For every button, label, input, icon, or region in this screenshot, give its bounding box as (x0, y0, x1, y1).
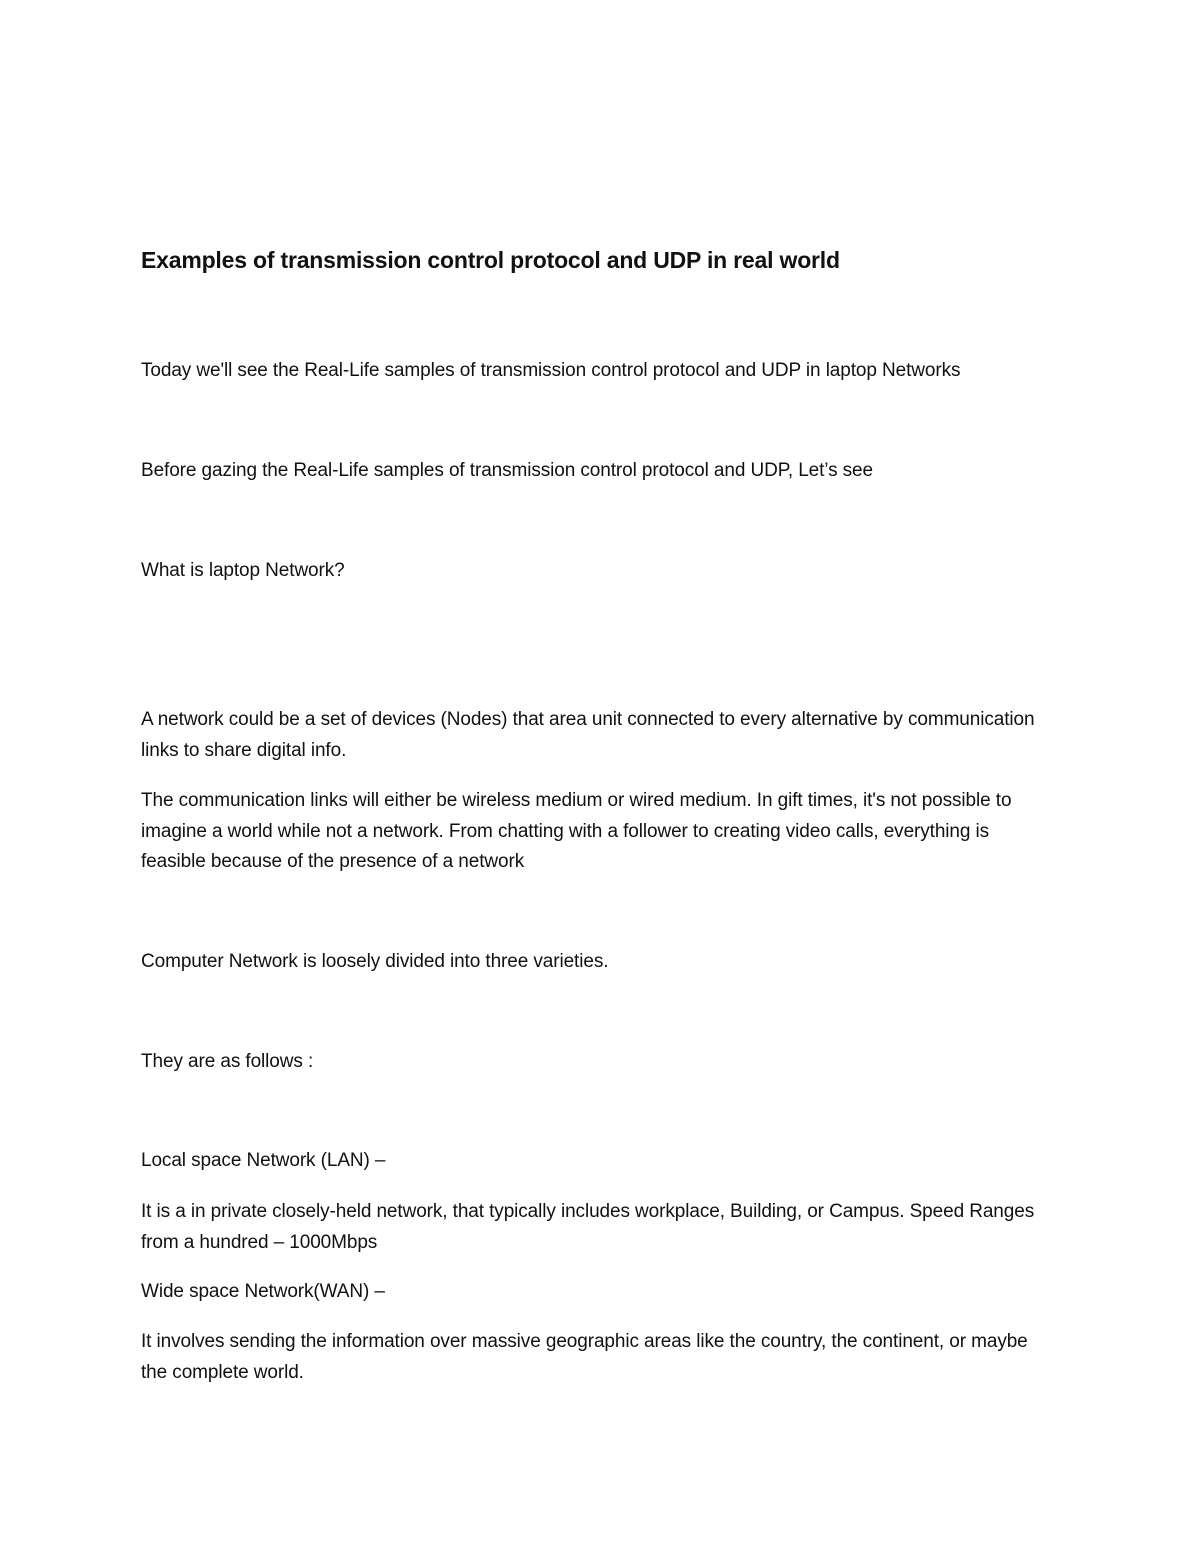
paragraph-wan-description: It involves sending the information over massive geographic areas like the country, the continent, or maybe the complete world. (141, 1331, 1028, 1383)
paragraph-intro: Today we'll see the Real-Life samples of transmission control protocol and UDP in laptop Networks (141, 360, 961, 381)
heading-what-is-network: What is laptop Network? (141, 560, 345, 581)
paragraph-lan-description: It is a in private closely-held network, that typically includes workplace, Building, or Campus. Speed Ranges from a hundred – 1000Mbps (141, 1201, 1035, 1253)
heading-wan: Wide space Network(WAN) – (141, 1281, 385, 1302)
document-title: Examples of transmission control protocol and UDP in real world (141, 247, 840, 273)
heading-lan: Local space Network (LAN) – (141, 1150, 386, 1171)
paragraph-communication-links: The communication links will either be wireless medium or wired medium. In gift times, it's not possible to imagine a world while not a network. From chatting with a follower to creating video calls, everything is feasible because of the presence of a network (141, 790, 1012, 872)
paragraph-network-varieties: Computer Network is loosely divided into three varieties. (141, 951, 609, 972)
paragraph-as-follows: They are as follows : (141, 1051, 314, 1072)
paragraph-network-definition: A network could be a set of devices (Nodes) that area unit connected to every alternative by communication links to share digital info. (141, 709, 1035, 761)
paragraph-before: Before gazing the Real-Life samples of transmission control protocol and UDP, Let’s see (141, 460, 873, 481)
